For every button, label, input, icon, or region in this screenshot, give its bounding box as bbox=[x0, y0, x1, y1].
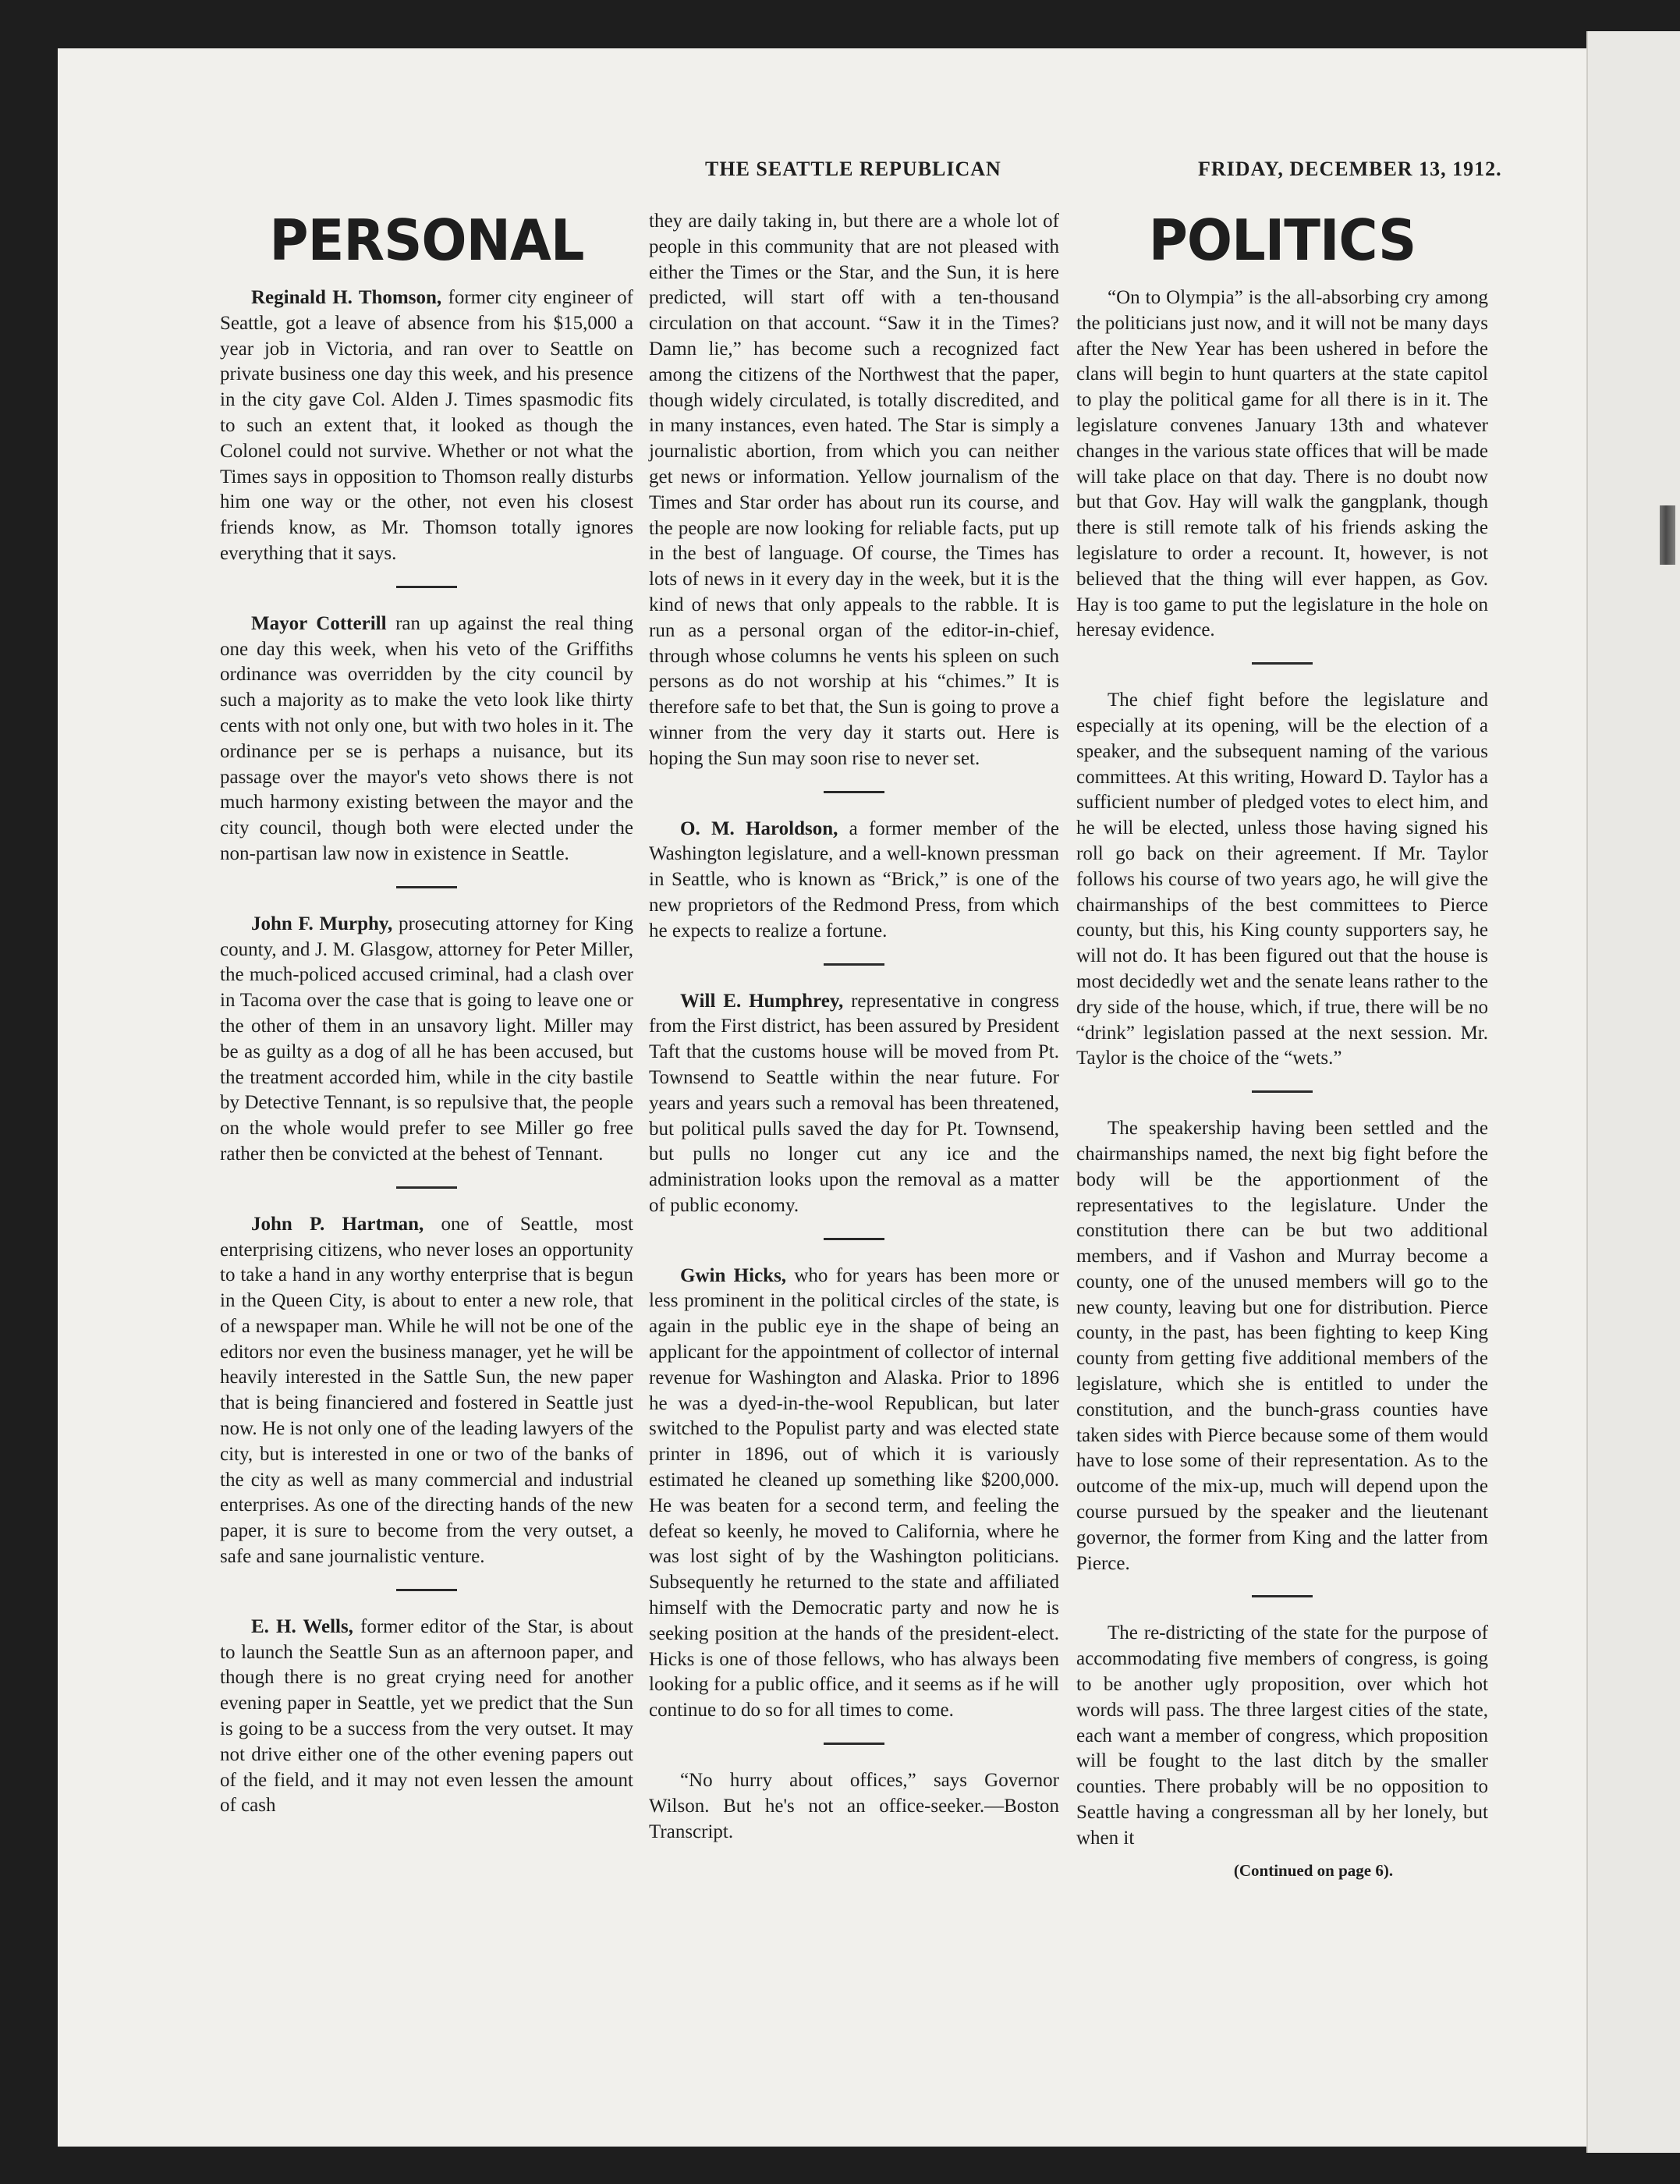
article-haroldson: O. M. Haroldson, a former member of the Washington legislature, and a well-known pressman in Seattle, who is known as “Brick,” is one of the new proprietors of the Redmond Press, from which he expects to realize a fortune. bbox=[649, 817, 1060, 941]
article-redistricting: The re-districting of the state for the purpose of accommodating five members of congress, is going to be another ugly proposition, over which hot words will pass. The three largest cities of the state, each want a member of congress, which proposition will be fought to the last ditch by the smaller counties. There probably will be no opposition to Seattle having a congressman all by her lonely, but when it bbox=[1076, 1622, 1488, 1849]
adjacent-page-edge bbox=[1586, 31, 1680, 2153]
divider bbox=[824, 791, 884, 793]
quote-wilson: “No hurry about offices,” says Governor Wilson. But he's not an office-seeker.—Boston Transcript. bbox=[649, 1770, 1059, 1842]
divider bbox=[824, 1743, 884, 1745]
article-wells-continued: they are daily taking in, but there are a whole lot of people in this community that are not pleased with either the Times or the Star, and the Sun, it is here predicted, will start off with a ten-thousand circulation on that account. “Saw it in the Times? Damn lie,” has become such a recognized fact among the citizens of the Northwest that the paper, though widely circulated, is totally discredited, and in many instances, even hated. The Star is simply a journalistic abortion, from which you can neither get news or information. Yellow journalism of the Times and Star order has about run its course, and the people are now looking for reliable facts, put up in the best of language. Of course, the Times has lots of news in it every day in the week, but it is the kind of news that only appeals to the rabble. It is run as a personal organ of the editor-in-chief, through whose columns he vents his spleen on such persons as do not worship at his “chimes.” It is therefore safe to bet that, the Sun is going to prove a winner from the very day it starts out. Here is hoping the Sun may soon rise to never set. bbox=[649, 211, 1059, 769]
divider bbox=[396, 1589, 457, 1591]
article-hicks: Gwin Hicks, who for years has been more or less prominent in the political circles of the state, is again in the public eye in the shape of being an applicant for the appointment of collector of internal revenue for Washington and Alaska. Prior to 1896 he was a dyed-in-the-wool Republican, but later switched to the Populist party and was elected state printer in 1896, out of which it is variously estimated he cleaned up something like $200,000. He was beaten for a second term, and feeling the defeat so keenly, he moved to California, where he was lost sight of by the Washington politicians. Subsequently he returned to the state and affiliated himself with the Democratic party and now he is seeking position at the hands of the president-elect. Hicks is one of those fellows, who has always been looking for a public office, and it seems as if he will continue to do so for all times to come. bbox=[649, 1264, 1059, 1721]
article-wells: E. H. Wells, former editor of the Star, is about to launch the Seattle Sun as an afternoon paper, and though there is no great crying need for another evening paper in Seattle, yet we predict that the Sun is going to be a success from the very outset. It may not drive either one of the other evening papers out of the field, and it may not even lessen the amount of cash bbox=[220, 1615, 633, 1817]
divider bbox=[824, 1238, 884, 1240]
article-cotterill: Mayor Cotterill ran up against the real thing one day this week, when his veto of the Griffiths ordinance was overridden by the city council by such a majority as to make the veto look like thirty cents with not only one, but with two holes in it. The ordinance per se is perhaps a nuisance, but its passage over the mayor's veto shows there is not much harmony existing between the mayor and the city council, though both were elected under the non-partisan law now in existence in Seattle. bbox=[220, 612, 633, 864]
section-title-personal: PERSONAL bbox=[269, 207, 584, 273]
binding-mark bbox=[1660, 505, 1675, 565]
divider bbox=[824, 963, 884, 966]
column-middle bbox=[649, 209, 1059, 1845]
column-personal bbox=[220, 209, 633, 1819]
masthead: THE SEATTLE REPUBLICAN bbox=[705, 158, 1001, 180]
divider bbox=[396, 886, 457, 888]
column-politics bbox=[1076, 209, 1488, 1883]
article-murphy: John F. Murphy, prosecuting attorney for King county, and J. M. Glasgow, attorney for Peter Miller, the much-policed accused criminal, had a clash over in Tacoma over the case that is going to leave one or the other of them in an unsavory light. Miller may be as guilty as a dog of all he has been accused, but the treatment accorded him, while in the city bastile by Detective Tennant, is so repulsive that, the people on the whole would prefer to see Miller go free rather then be convicted at the behest of Tennant. bbox=[220, 913, 633, 1165]
divider bbox=[1252, 1595, 1313, 1597]
article-humphrey: Will E. Humphrey, representative in congress from the First district, has been assured by President Taft that the customs house will be moved from Pt. Townsend to Seattle within the near future. For years and years such a removal has been threatened, but political pulls saved the day for Pt. Townsend, but pulls no longer cut any ice and the administration looks upon the removal as a matter of public economy. bbox=[649, 990, 1060, 1216]
divider bbox=[396, 1186, 457, 1189]
article-thomson: Reginald H. Thomson, former city engineer of Seattle, got a leave of absence from his $15,000 a year job in Victoria, and ran over to Seattle on private business one day this week, and his presence in the city gave Col. Alden J. Times spasmodic fits to such an extent that, it looked as though the Colonel could not survive. Whether or not what the Times says in opposition to Thomson really disturbs him one way or the other, not even his closest friends know, as Mr. Thomson totally ignores everything that it says. bbox=[220, 287, 633, 564]
article-speaker: The chief fight before the legislature and especially at its opening, will be the election of a speaker, and the subsequent naming of the various committees. At this writing, Howard D. Taylor has a sufficient number of pledged votes to elect him, and he will be elected, unless those having signed his roll go back on their agreement. If Mr. Taylor follows his course of two years ago, he will give the chairmanships of the best committees to Pierce county, but this, his King county supporters say, he will not do. It has been figured out that the house is most decidedly wet and the senate leans rather to the dry side of the house, which, if true, there will be no “drink” legislation passed at the next session. Mr. Taylor is the choice of the “wets.” bbox=[1076, 690, 1488, 1069]
continued-note: (Continued on page 6). bbox=[1233, 1860, 1394, 1880]
article-olympia: “On to Olympia” is the all-absorbing cry among the politicians just now, and it will not be many days after the New Year has been ushered in before the clans will begin to hunt quarters at the state capitol to play the political game for all there is in it. The legislature convenes January 13th and whatever changes in the various state offices that will be made will take place on that day. There is no doubt now but that Gov. Hay will walk the gangplank, though there is still remote talk of his friends asking the legislature to order a recount. It, however, is not believed that the thing will ever happen, as Gov. Hay is too game to put the legislature in the hole on heresay evidence. bbox=[1076, 287, 1488, 641]
divider bbox=[1252, 662, 1313, 665]
issue-date: FRIDAY, DECEMBER 13, 1912. bbox=[1198, 158, 1502, 180]
divider bbox=[396, 586, 457, 588]
article-apportionment: The speakership having been settled and the chairmanships named, the next big fight before the body will be the apportionment of the representatives to the legislature. Under the constitution there can be but two additional members, and if Vashon and Murray become a county, one of the unused members will go to the new county, leaving but one for distribution. Pierce county, in the past, has been fighting to keep King county from getting five additional members of the legislature, which she is entitled to under the constitution, and the bunch-grass counties have taken sides with Pierce because some of them would have to lose some of their representation. As to the outcome of the mix-up, much will depend upon the course pursued by the speaker and the lieutenant governor, the former from King and the latter from Pierce. bbox=[1076, 1118, 1488, 1574]
section-title-politics: POLITICS bbox=[1148, 207, 1416, 273]
divider bbox=[1252, 1090, 1313, 1093]
article-hartman: John P. Hartman, one of Seattle, most enterprising citizens, who never loses an opportunity to take a hand in any worthy enterprise that is begun in the Queen City, is about to enter a new role, that of a newspaper man. While he will not be one of the editors nor even the business manager, yet he will be heavily interested in the Sattle Sun, the new paper that is being financiered and fostered in Seattle just now. He is not only one of the leading lawyers of the city, but is interested in one or two of the banks of the city as well as many commercial and industrial enterprises. As one of the directing hands of the new paper, it is sure to become from the very outset, a safe and sane journalistic venture. bbox=[220, 1213, 633, 1568]
